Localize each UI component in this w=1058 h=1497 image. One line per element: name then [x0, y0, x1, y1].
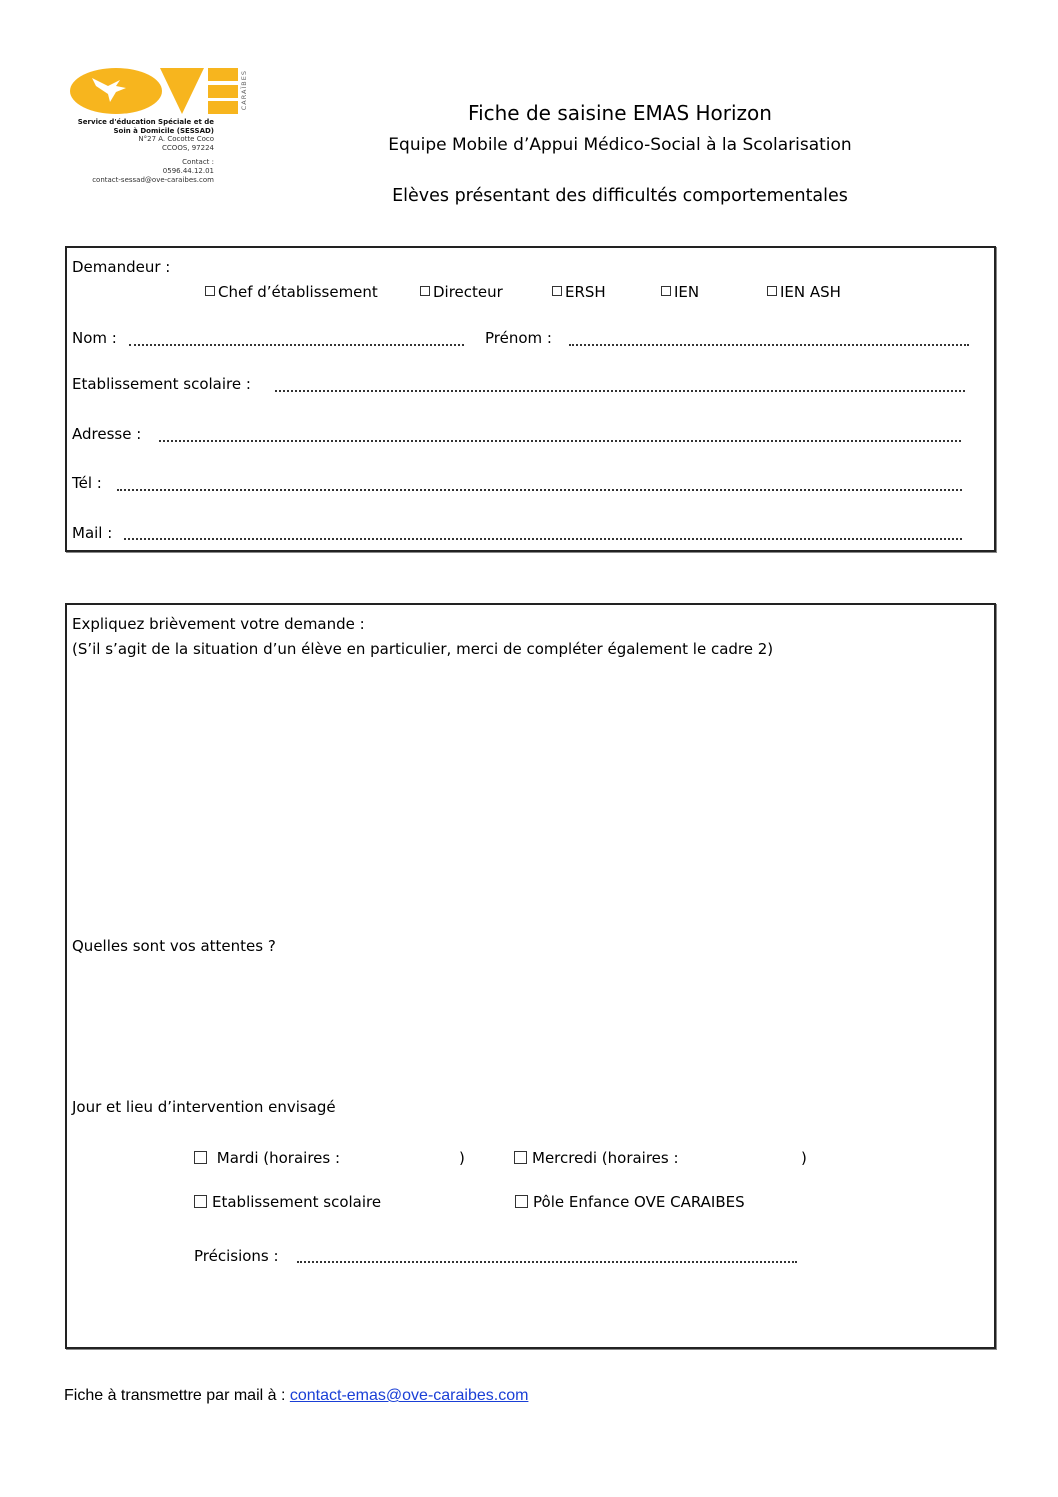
precisions-field[interactable]: [297, 1261, 797, 1263]
checkbox-icon[interactable]: [420, 286, 430, 296]
checkbox-icon[interactable]: [194, 1151, 207, 1164]
nom-label: Nom :: [72, 329, 117, 347]
option-pole-enfance[interactable]: Pôle Enfance OVE CARAIBES: [515, 1193, 745, 1211]
requester-label: Demandeur :: [72, 258, 171, 276]
logo-vertical-text: CARAÏBES: [240, 70, 248, 111]
etablissement-label: Etablissement scolaire :: [72, 375, 251, 393]
ove-logo: [68, 66, 248, 186]
explain-textarea[interactable]: [72, 665, 982, 925]
tel-label: Tél :: [72, 474, 102, 492]
checkbox-icon[interactable]: [194, 1195, 207, 1208]
requester-frame: [65, 246, 996, 552]
expectations-textarea[interactable]: [72, 961, 982, 1091]
explain-label: Expliquez brièvement votre demande :: [72, 615, 365, 633]
hummingbird-icon: [86, 72, 136, 113]
checkbox-icon[interactable]: [552, 286, 562, 296]
mail-label: Mail :: [72, 524, 113, 542]
expectations-label: Quelles sont vos attentes ?: [72, 937, 276, 955]
option-ien[interactable]: IEN: [661, 283, 699, 301]
option-ien-ash[interactable]: IEN ASH: [767, 283, 841, 301]
tel-field[interactable]: [117, 489, 962, 491]
mail-field[interactable]: [124, 538, 962, 540]
footer-note: Fiche à transmettre par mail à : contact-emas@ove-caraibes.com: [64, 1387, 529, 1404]
checkbox-icon[interactable]: [205, 286, 215, 296]
adresse-label: Adresse :: [72, 425, 142, 443]
intervention-label: Jour et lieu d’intervention envisagé: [72, 1098, 336, 1116]
logo-v-shape: [160, 68, 204, 114]
option-ersh[interactable]: ERSH: [552, 283, 606, 301]
mardi-close-paren: ): [459, 1149, 465, 1167]
prenom-field[interactable]: [569, 344, 969, 346]
option-chef-etablissement[interactable]: Chef d’établissement: [205, 283, 378, 301]
option-mercredi[interactable]: Mercredi (horaires :: [514, 1149, 679, 1167]
etablissement-field[interactable]: [275, 390, 965, 392]
nom-field[interactable]: [129, 344, 464, 346]
adresse-field[interactable]: [159, 440, 961, 442]
mercredi-close-paren: ): [801, 1149, 807, 1167]
precisions-label: Précisions :: [194, 1247, 279, 1265]
checkbox-icon[interactable]: [661, 286, 671, 296]
option-mardi[interactable]: Mardi (horaires :: [194, 1149, 340, 1167]
request-frame: [65, 603, 996, 1349]
page-subtitle: Equipe Mobile d’Appui Médico-Social à la Scolarisation: [388, 135, 852, 155]
checkbox-icon[interactable]: [514, 1151, 527, 1164]
prenom-label: Prénom :: [485, 329, 552, 347]
page-title: Fiche de saisine EMAS Horizon: [468, 101, 772, 125]
option-etablissement-scolaire[interactable]: Etablissement scolaire: [194, 1193, 381, 1211]
checkbox-icon[interactable]: [515, 1195, 528, 1208]
contact-email-link[interactable]: contact-emas@ove-caraibes.com: [289, 1387, 529, 1404]
audience-heading: Elèves présentant des difficultés comportementales: [392, 186, 848, 206]
logo-e-shape: [208, 68, 238, 114]
logo-address-block: Service d'éducation Spéciale et de Soin à Domicile (SESSAD) N°27 A. Cocotte Coco CCOOS, 97224 Contact : 0596.44.12.01 contact-sessad@ove-caraibes.com: [77, 118, 214, 184]
option-directeur[interactable]: Directeur: [420, 283, 503, 301]
explain-note: (S’il s’agit de la situation d’un élève en particulier, merci de compléter également le cadre 2): [72, 640, 774, 658]
checkbox-icon[interactable]: [767, 286, 777, 296]
